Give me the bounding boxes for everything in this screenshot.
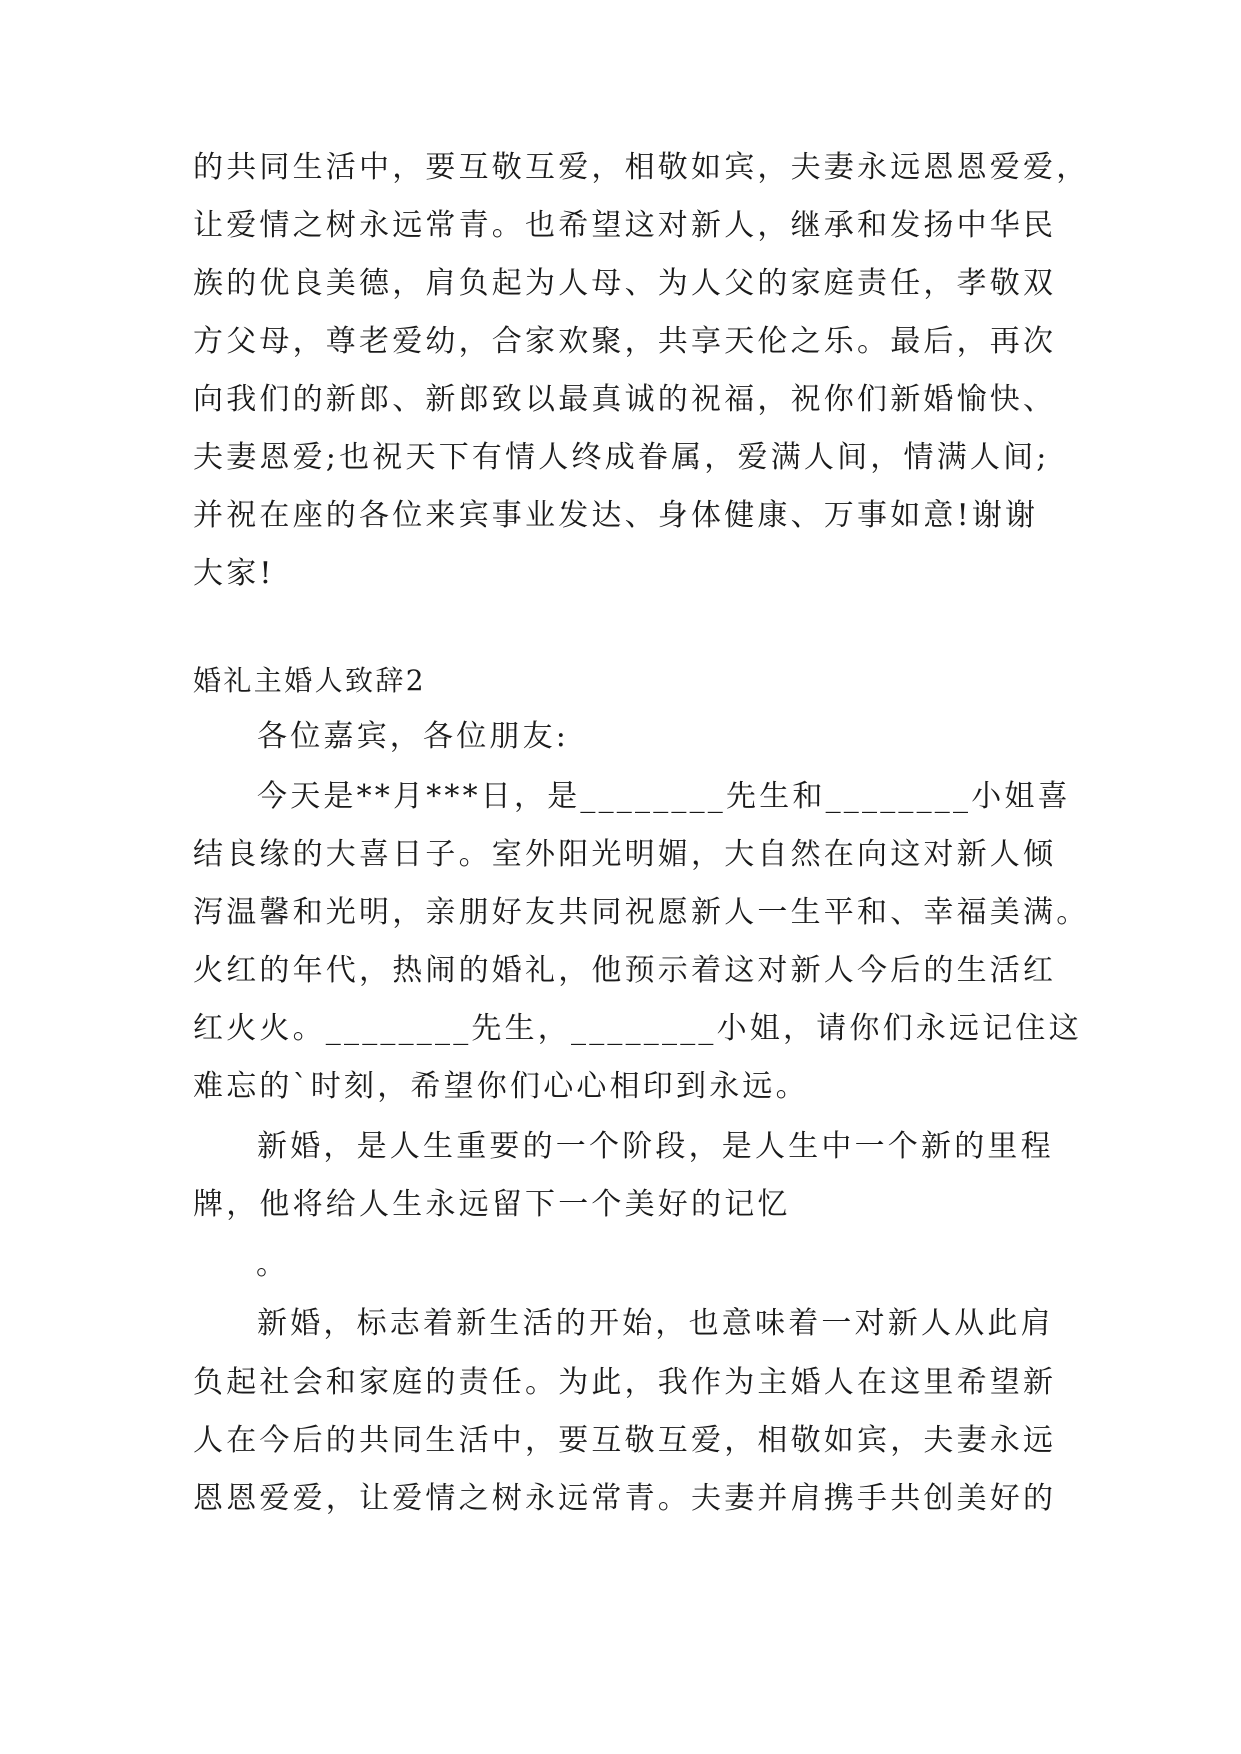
paragraph-line: 牌，他将给人生永远留下一个美好的记忆: [193, 1187, 791, 1222]
salutation: 各位嘉宾，各位朋友:: [257, 719, 570, 754]
paragraph-line: 红火火。________先生，________小姐，请你们永远记住这: [193, 1011, 1082, 1046]
paragraph-end-mark: 。: [256, 1247, 290, 1282]
paragraph-line: 方父母，尊老爱幼，合家欢聚，共享天伦之乐。最后，再次: [193, 324, 1057, 359]
paragraph-line: 大家!: [193, 556, 275, 591]
paragraph-line: 难忘的`时刻，希望你们心心相印到永远。: [193, 1069, 809, 1104]
paragraph-line: 夫妻恩爱;也祝天下有情人终成眷属，爱满人间，情满人间;: [193, 440, 1050, 475]
paragraph-line: 人在今后的共同生活中，要互敬互爱，相敬如宾，夫妻永远: [193, 1423, 1057, 1458]
paragraph-line: 新婚，标志着新生活的开始，也意味着一对新人从此肩: [257, 1306, 1054, 1341]
paragraph-line: 向我们的新郎、新郎致以最真诚的祝福，祝你们新婚愉快、: [193, 382, 1057, 417]
paragraph-line: 族的优良美德，肩负起为人母、为人父的家庭责任，孝敬双: [193, 266, 1057, 301]
paragraph-line: 泻温馨和光明，亲朋好友共同祝愿新人一生平和、幸福美满。: [193, 895, 1090, 930]
paragraph-line: 让爱情之树永远常青。也希望这对新人，继承和发扬中华民: [193, 208, 1057, 243]
paragraph-line: 火红的年代，热闹的婚礼，他预示着这对新人今后的生活红: [193, 953, 1057, 988]
section-title: 婚礼主婚人致辞2: [193, 664, 427, 697]
paragraph-line: 并祝在座的各位来宾事业发达、身体健康、万事如意!谢谢: [193, 498, 1039, 533]
paragraph-line: 负起社会和家庭的责任。为此，我作为主婚人在这里希望新: [193, 1365, 1057, 1400]
paragraph-line: 的共同生活中，要互敬互爱，相敬如宾，夫妻永远恩恩爱爱，: [193, 150, 1090, 185]
paragraph-line: 恩恩爱爱，让爱情之树永远常青。夫妻并肩携手共创美好的: [193, 1481, 1057, 1516]
paragraph-line: 今天是**月***日，是________先生和________小姐喜: [257, 779, 1071, 814]
paragraph-line: 新婚，是人生重要的一个阶段，是人生中一个新的里程: [257, 1129, 1054, 1164]
paragraph-line: 结良缘的大喜日子。室外阳光明媚，大自然在向这对新人倾: [193, 837, 1057, 872]
